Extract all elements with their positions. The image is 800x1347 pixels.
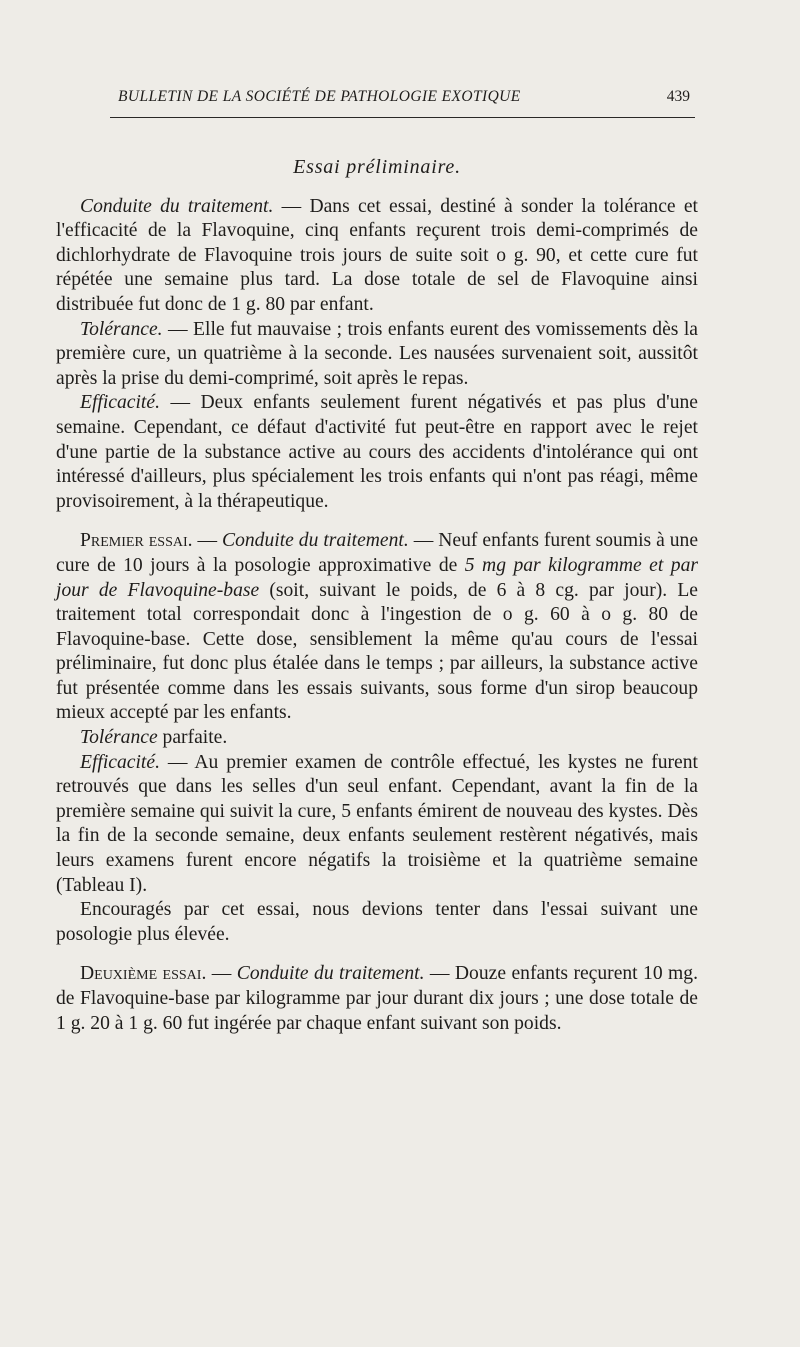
paragraph-text: Encouragés par cet essai, nous devions tenter dans l'essai suivant une posologie plus élevée. <box>56 899 698 945</box>
paragraph-text: — Au premier examen de contrôle effectué, les kystes ne furent retrouvés que dans les selles d'un seul enfant. Cependant, avant la fin de la première semaine qui suivit la cure, 5 enfants émirent de nouveau des kystes. Dès la fin de la seconde semaine, deux enfants seulement restèrent négativés, mais leurs examens furent encore négatifs la troisième et la quatrième semaine (Tableau I). <box>56 751 698 896</box>
paragraph-text: (soit, suivant le poids, de 6 à 8 cg. par jour). Le traitement total correspondait donc à l'ingestion de o g. 60 à o g. 80 de Flavoquine-base. Cette dose, sensiblement la même qu'au cours de l'essai préliminaire, fut donc plus étalée dans le temps ; par ailleurs, la substance active fut présentée comme dans les essais suivants, sous forme d'un sirop beaucoup mieux accepté par les enfants. <box>56 579 698 724</box>
paragraph-label: Conduite du traitement. <box>80 195 274 217</box>
paragraph-label: Efficacité. <box>80 751 160 773</box>
paragraph-text: parfaite. <box>157 727 228 749</box>
paragraph-efficacite-preliminaire <box>56 391 698 514</box>
section-heading: Deuxième essai. <box>80 963 207 985</box>
paragraph-text: — Neuf enfants furent soumis à une cure de 10 jours à la posologie approximative de <box>56 530 699 576</box>
paragraph-tolerance-preliminaire <box>56 318 698 392</box>
paragraph-text: — Douze enfants reçurent 10 mg. de Flavoquine-base par kilogramme par jour durant dix jours ; une dose totale de 1 g. 20 à 1 g. 60 fut ingérée par chaque enfant suivant son poids. <box>56 963 698 1034</box>
paragraph-text: — Elle fut mauvaise ; trois enfants eurent des vomissements dès la première cure, un quatrième à la seconde. Les nausées survenaient soit, aussitôt après la prise du demi-comprimé, soit après le repas. <box>56 318 698 389</box>
paragraph-tolerance-premier <box>56 726 698 751</box>
running-header <box>118 88 694 106</box>
section-heading: Premier essai. <box>80 530 193 552</box>
paragraph-encourages <box>56 898 698 947</box>
paragraph-efficacite-premier <box>56 751 698 899</box>
paragraph-label: Conduite du traitement. <box>222 530 409 552</box>
paragraph-deuxieme-essai <box>56 962 698 1036</box>
paragraph-label: Tolérance. <box>80 318 163 340</box>
paragraph-premier-essai <box>56 529 698 726</box>
header-rule <box>110 117 695 118</box>
body-text <box>56 155 698 1036</box>
section-title: Essai préliminaire. <box>293 156 461 178</box>
running-title: BULLETIN DE LA SOCIÉTÉ DE PATHOLOGIE EXOTIQUE <box>118 88 521 105</box>
paragraph-conduite-preliminaire <box>56 195 698 318</box>
paragraph-text: — Deux enfants seulement furent négativés et pas plus d'une semaine. Cependant, ce défaut d'activité fut peut-être en rapport avec le rejet d'une partie de la substance active au cours des accidents d'intolérance qui ont intéressé d'ailleurs, plus spécialement les trois enfants qui n'ont pas réagi, même provisoirement, à la thérapeutique. <box>56 392 698 512</box>
paragraph-label: Tolérance <box>80 727 158 749</box>
paragraph-text: — Dans cet essai, destiné à sonder la tolérance et l'efficacité de la Flavoquine, cinq enfants reçurent trois demi-comprimés de dichlorhydrate de Flavoquine trois jours de suite soit o g. 90, et cette cure fut répétée une semaine plus tard. La dose totale de sel de Flavoquine ainsi distribuée fut donc de 1 g. 80 par enfant. <box>56 195 698 315</box>
paragraph-label: Efficacité. <box>80 392 160 414</box>
dash: — <box>192 530 223 552</box>
dash: — <box>206 963 237 985</box>
paragraph-label: Conduite du traitement. <box>236 963 425 985</box>
page-number: 439 <box>666 88 690 105</box>
italic-dosage: 5 mg par kilogramme et par jour de Flavoquine-base <box>56 554 698 601</box>
